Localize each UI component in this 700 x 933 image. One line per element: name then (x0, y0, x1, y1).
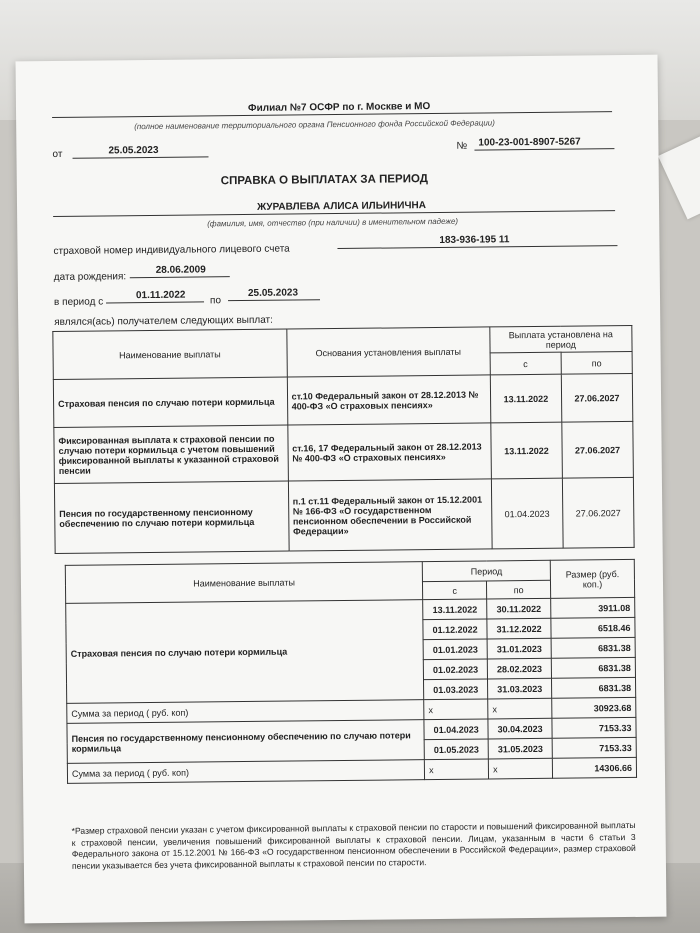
t2-g1-r1-amount: 3911.08 (551, 597, 635, 618)
t1-row3-to: 27.06.2027 (562, 477, 634, 548)
t2-g1-r5-amount: 6831.38 (552, 677, 636, 698)
t2-sum1-label: Сумма за период ( руб. коп) (67, 700, 424, 724)
snils-value: 183-936-195 11 (439, 234, 510, 246)
number-line (474, 148, 614, 150)
t2-g2-r1-from: 01.04.2023 (424, 719, 488, 740)
t1-row1-basis: ст.10 Федеральный закон от 28.12.2013 № 400-ФЗ «О страховых пенсиях» (287, 375, 491, 425)
t2-g2-r2-amount: 7153.33 (552, 737, 636, 758)
payments-established-table (52, 325, 634, 554)
t2-g1-r2-from: 01.12.2022 (423, 619, 487, 640)
t2-header-amount: Размер (руб. коп.) (550, 559, 634, 598)
date-line (73, 156, 209, 158)
t2-sum1-x1: x (424, 699, 488, 720)
snils-label: страховой номер индивидуального лицевого счета (53, 243, 290, 257)
birth-line (130, 276, 230, 278)
t1-row3-name: Пенсия по государственному пенсионному обеспечению по случаю потери кормильца (54, 481, 288, 553)
doc-date: 25.05.2023 (108, 144, 159, 157)
name-caption: (фамилия, имя, отчество (при наличии) в именительном падеже) (207, 216, 459, 229)
recipient-text: являлся(ась) получателем следующих выплат: (54, 314, 273, 328)
number-prefix: № (456, 140, 468, 152)
snils-line (337, 245, 617, 249)
t1-header-basis: Основания установления выплаты (286, 327, 490, 377)
period-to-value: 25.05.2023 (247, 287, 299, 299)
t2-g2-r2-to: 31.05.2023 (488, 738, 552, 759)
footnote: *Размер страховой пенсии указан с учетом фиксированной выплаты к страховой пенсии по старости и повышений фиксированной выплаты к страховой пенсии, увеличения повышений фиксированной выплаты к страховой пенсии. Лицам, указанным в части 6 статьи 3 Федерального закона от 15.12.2001 № 166-ФЗ «О государственном пенсионном обеспечении в Российской Федерации», размер страховой пенсии указывается без учета фиксированной выплаты к страховой пенсии по старости. (71, 819, 636, 871)
t2-g1-r3-to: 31.01.2023 (487, 638, 551, 659)
period-to-label: по (209, 295, 222, 307)
t2-g1-r3-amount: 6831.38 (551, 637, 635, 658)
t1-row2-basis: ст.16, 17 Федеральный закон от 28.12.2013 № 400-ФЗ «О страховых пенсиях» (287, 423, 491, 481)
t2-g1-r4-from: 01.02.2023 (423, 659, 487, 680)
birth-label: дата рождения: (53, 271, 127, 283)
t2-g1-r3-from: 01.01.2023 (423, 639, 487, 660)
t2-g2-r1-amount: 7153.33 (552, 717, 636, 738)
org-caption: (полное наименование территориального органа Пенсионного фонда Российской Федерации) (134, 118, 495, 132)
payments-amounts-table (65, 559, 637, 784)
t1-row1-from: 13.11.2022 (490, 374, 562, 423)
t2-g1-r4-amount: 6831.38 (551, 657, 635, 678)
t2-g1-r4-to: 28.02.2023 (487, 658, 551, 679)
table-row (53, 373, 632, 427)
period-from-label: в период с (53, 296, 104, 308)
t2-g1-r2-amount: 6518.46 (551, 617, 635, 638)
date-prefix: от (52, 148, 63, 161)
t1-row3-basis: п.1 ст.11 Федеральный закон от 15.12.2001 № 166-ФЗ «О государственном пенсионном обеспечении в Российской Федерации» (288, 479, 492, 551)
t2-g1-r5-to: 31.03.2023 (488, 678, 552, 699)
t2-header-period: Период (422, 560, 550, 581)
t1-header-to: по (561, 351, 632, 374)
t1-row2-to: 27.06.2027 (562, 421, 634, 478)
t2-header-from: с (423, 581, 487, 600)
t1-row2-name: Фиксированная выплата к страховой пенсии по случаю потери кормильца с учетом повышений фиксированной выплаты к указанной страховой пенсии (54, 425, 288, 483)
birth-value: 28.06.2009 (155, 264, 206, 276)
t1-row1-to: 27.06.2027 (561, 373, 633, 422)
person-name: ЖУРАВЛЕВА АЛИСА ИЛЬИНИЧНА (256, 200, 426, 213)
t2-sum1-amount: 30923.68 (552, 697, 636, 718)
doc-title: СПРАВКА О ВЫПЛАТАХ ЗА ПЕРИОД (220, 173, 428, 188)
t1-header-from: с (490, 352, 561, 375)
period-from-line (106, 301, 204, 303)
t1-header-name: Наименование выплаты (53, 329, 287, 379)
t2-sum1-x2: x (488, 698, 552, 719)
t1-row3-from: 01.04.2023 (491, 478, 563, 549)
document-sheet (16, 55, 667, 924)
t2-header-to: по (487, 580, 551, 599)
t2-g1-r5-from: 01.03.2023 (424, 679, 488, 700)
adjacent-paper (658, 131, 700, 220)
t1-row1-name: Страховая пенсия по случаю потери кормильца (53, 377, 287, 427)
t2-g2-r2-from: 01.05.2023 (424, 739, 488, 760)
t2-sum2-x1: x (425, 759, 489, 780)
t2-group1-name: Страховая пенсия по случаю потери кормильца (66, 600, 424, 704)
period-to-line (228, 299, 320, 301)
t2-sum2-x2: x (488, 758, 552, 779)
t2-group2-name: Пенсия по государственному пенсионному обеспечению по случаю потери кормильца (67, 720, 425, 764)
t1-row2-from: 13.11.2022 (491, 422, 563, 479)
t2-sum2-label: Сумма за период ( руб. коп) (67, 760, 424, 784)
t2-g1-r1-from: 13.11.2022 (423, 599, 487, 620)
table-row (54, 421, 634, 483)
t2-g1-r2-to: 31.12.2022 (487, 618, 551, 639)
t2-g1-r1-to: 30.11.2022 (487, 598, 551, 619)
t2-header-name: Наименование выплаты (65, 562, 423, 604)
table-row (54, 477, 634, 553)
t2-g2-r1-to: 30.04.2023 (488, 718, 552, 739)
doc-number: 100-23-001-8907-5267 (478, 136, 581, 149)
org-name: Филиал №7 ОСФР по г. Москве и МО (247, 101, 431, 114)
t1-header-established: Выплата установлена на период (490, 325, 632, 352)
period-from-value: 01.11.2022 (135, 289, 186, 302)
t2-sum2-amount: 14306.66 (552, 757, 636, 778)
